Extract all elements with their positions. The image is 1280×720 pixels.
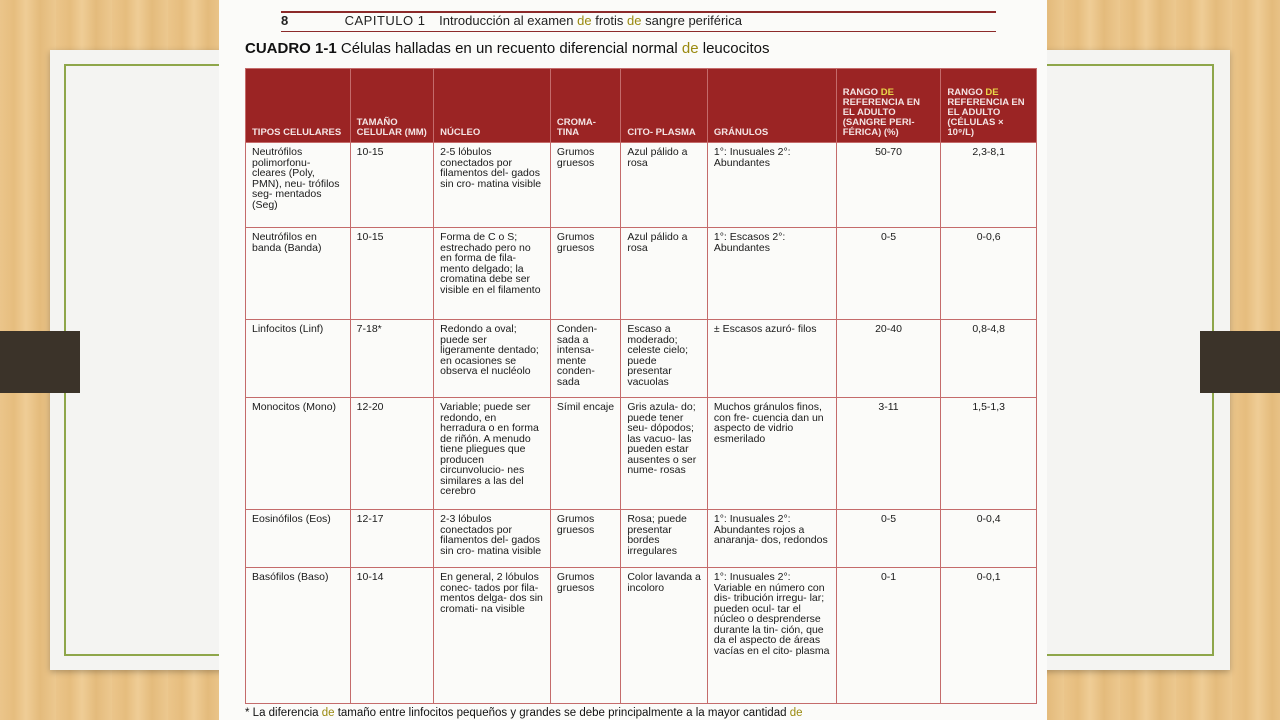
header-part: RANGO xyxy=(842,87,881,98)
chapter-title-part: sangre periférica xyxy=(641,13,742,28)
cell-rango-cel: 0-0,1 xyxy=(941,568,1037,704)
cell-cromatina: Grumos gruesos xyxy=(550,228,620,320)
cell-tamano: 7-18* xyxy=(350,320,434,398)
cell-citoplasma: Gris azula- do; puede tener seu- dópodos; las vacuo- las pueden estar ausentes o ser nume- rosas xyxy=(621,398,708,510)
cell-rango-cel: 0,8-4,8 xyxy=(941,320,1037,398)
cell-rango-pct: 0-5 xyxy=(836,510,941,568)
cell-citoplasma: Escaso a moderado; celeste cielo; puede presentar vacuolas xyxy=(621,320,708,398)
cell-citoplasma: Rosa; puede presentar bordes irregulares xyxy=(621,510,708,568)
header-granulos: GRÁNULOS xyxy=(707,69,836,143)
cell-granulos: 1°: Inusuales 2°: Variable en número con dis- tribución irregu- lar; pueden ocul- tar el núcleo o desprenderse durante la tin- ción, que da el aspecto de áreas vacías en el cito- plasma xyxy=(707,568,836,704)
running-header xyxy=(281,13,996,28)
cell-citoplasma: Color lavanda a incoloro xyxy=(621,568,708,704)
book-page-image xyxy=(219,0,1047,720)
cell-nucleo: Redondo a oval; puede ser ligeramente dentado; en ocasiones se observa el nucléolo xyxy=(434,320,551,398)
leukocyte-table xyxy=(245,68,1037,704)
header-cromatina: CROMA- TINA xyxy=(550,69,620,143)
header-underline xyxy=(281,31,996,32)
cell-cromatina: Símil encaje xyxy=(550,398,620,510)
cell-rango-pct: 0-1 xyxy=(836,568,941,704)
cell-tipo: Monocitos (Mono) xyxy=(246,398,351,510)
cell-rango-cel: 2,3-8,1 xyxy=(941,143,1037,228)
chapter-title xyxy=(439,13,742,28)
cell-rango-cel: 1,5-1,3 xyxy=(941,398,1037,510)
cell-citoplasma: Azul pálido a rosa xyxy=(621,228,708,320)
header-tamano: TAMAÑO CELULAR (ΜM) xyxy=(350,69,434,143)
cell-tamano: 12-20 xyxy=(350,398,434,510)
cell-cromatina: Grumos gruesos xyxy=(550,510,620,568)
cell-nucleo: Variable; puede ser redondo, en herradura o en forma de riñón. A menudo tiene pliegues que producen circunvolucio- nes similares a las del cerebro xyxy=(434,398,551,510)
cell-tipo: Linfocitos (Linf) xyxy=(246,320,351,398)
header-rango-cel xyxy=(941,69,1037,143)
table-row xyxy=(246,398,1037,510)
cell-rango-pct: 3-11 xyxy=(836,398,941,510)
cell-nucleo: 2-5 lóbulos conectados por filamentos del- gados sin cro- matina visible xyxy=(434,143,551,228)
cell-tamano: 10-14 xyxy=(350,568,434,704)
chapter-title-part: frotis xyxy=(591,13,628,28)
cell-tamano: 10-15 xyxy=(350,228,434,320)
cell-tipo: Neutrófilos en banda (Banda) xyxy=(246,228,351,320)
header-part: REFERENCIA EN EL ADULTO (SANGRE PERI- FÉRICA) (%) xyxy=(842,97,920,138)
header-part: RANGO xyxy=(947,87,986,98)
table-header-row xyxy=(246,69,1037,143)
cell-tamano: 12-17 xyxy=(350,510,434,568)
table-title-part: Células halladas en un recuento diferencial normal xyxy=(336,40,682,57)
chapter-title-highlight: de xyxy=(577,13,592,28)
cell-cromatina: Grumos gruesos xyxy=(550,568,620,704)
page-number: 8 xyxy=(281,13,289,28)
footnote-highlight: de xyxy=(321,707,335,719)
footnote-part: * La diferencia xyxy=(245,707,322,719)
table-row xyxy=(246,510,1037,568)
cell-tipo: Eosinófilos (Eos) xyxy=(246,510,351,568)
table-title-highlight: de xyxy=(681,40,699,57)
table-title xyxy=(245,40,769,57)
table-row xyxy=(246,228,1037,320)
header-nucleo: NÚCLEO xyxy=(434,69,551,143)
cell-rango-pct: 0-5 xyxy=(836,228,941,320)
cell-cromatina: Conden- sada a intensa- mente conden- sada xyxy=(550,320,620,398)
cell-cromatina: Grumos gruesos xyxy=(550,143,620,228)
cell-granulos: ± Escasos azuró- filos xyxy=(707,320,836,398)
cell-granulos: 1°: Inusuales 2°: Abundantes rojos a anaranja- dos, redondos xyxy=(707,510,836,568)
cell-granulos: Muchos gránulos finos, con fre- cuencia dan un aspecto de vidrio esmerilado xyxy=(707,398,836,510)
header-rango-pct xyxy=(836,69,941,143)
header-highlight: DE xyxy=(985,87,999,98)
cell-tipo: Basófilos (Baso) xyxy=(246,568,351,704)
table-row xyxy=(246,143,1037,228)
table-title-part: leucocitos xyxy=(698,40,770,57)
footnote-part: tamaño entre linfocitos pequeños y grandes se debe principalmente a la mayor cantidad xyxy=(334,707,790,719)
chapter-title-part: Introducción al examen xyxy=(439,13,578,28)
cell-nucleo: En general, 2 lóbulos conec- tados por fila- mentos delga- dos sin cromati- na visible xyxy=(434,568,551,704)
table-footnote xyxy=(245,707,802,719)
slide-tab-left xyxy=(0,331,80,393)
header-tipos: TIPOS CELULARES xyxy=(246,69,351,143)
cell-rango-cel: 0-0,4 xyxy=(941,510,1037,568)
cell-tipo: Neutrófilos polimorfonu- cleares (Poly, PMN), neu- trófilos seg- mentados (Seg) xyxy=(246,143,351,228)
cell-granulos: 1°: Escasos 2°: Abundantes xyxy=(707,228,836,320)
table-row xyxy=(246,320,1037,398)
cell-rango-cel: 0-0,6 xyxy=(941,228,1037,320)
footnote-highlight: de xyxy=(789,707,803,719)
slide-tab-right xyxy=(1200,331,1280,393)
cell-tamano: 10-15 xyxy=(350,143,434,228)
cell-rango-pct: 20-40 xyxy=(836,320,941,398)
chapter-label: CAPITULO 1 xyxy=(344,13,426,28)
chapter-title-highlight: de xyxy=(627,13,642,28)
cell-granulos: 1°: Inusuales 2°: Abundantes xyxy=(707,143,836,228)
cell-rango-pct: 50-70 xyxy=(836,143,941,228)
table-number: CUADRO 1-1 xyxy=(245,40,337,57)
table-row xyxy=(246,568,1037,704)
header-highlight: DE xyxy=(880,87,894,98)
cell-citoplasma: Azul pálido a rosa xyxy=(621,143,708,228)
cell-nucleo: 2-3 lóbulos conectados por filamentos del- gados sin cro- matina visible xyxy=(434,510,551,568)
header-part: REFERENCIA EN EL ADULTO (CÉLULAS × 10⁹/L) xyxy=(947,97,1025,138)
cell-nucleo: Forma de C o S; estrechado pero no en forma de fila- mento delgado; la cromatina debe ser visible en el filamento xyxy=(434,228,551,320)
header-citoplasma: CITO- PLASMA xyxy=(621,69,708,143)
